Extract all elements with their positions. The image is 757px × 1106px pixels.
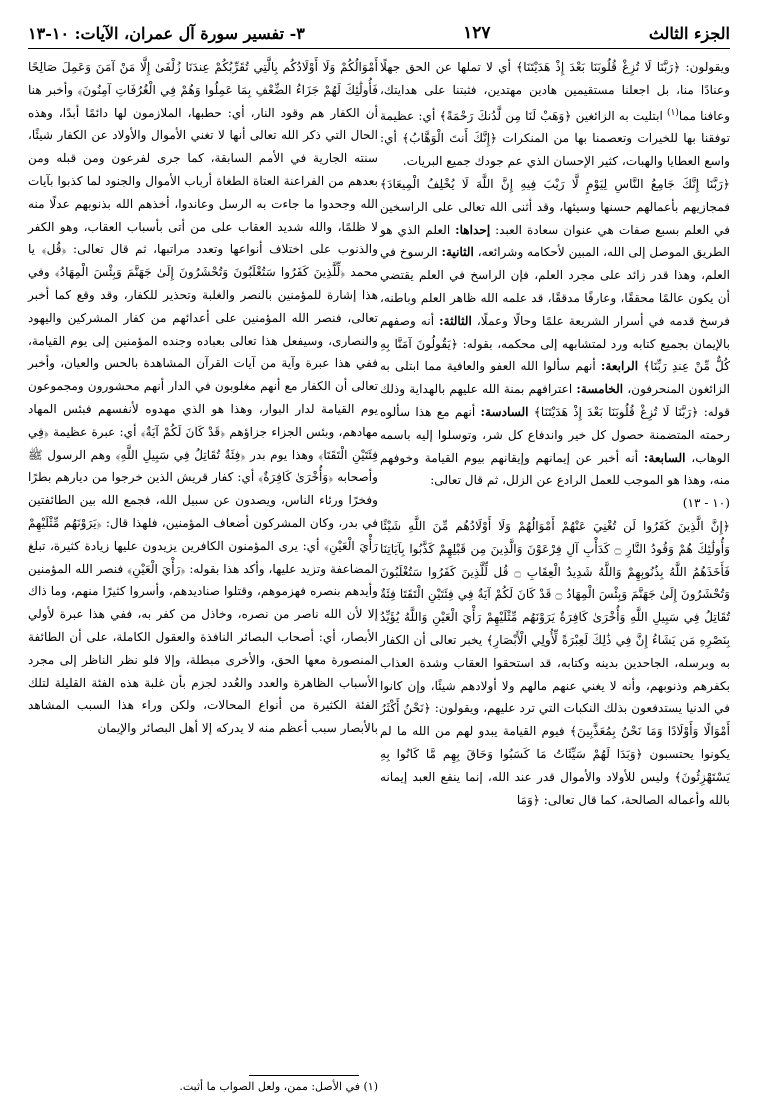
left-column-text: أَمْوَالُكُمْ وَلَا أَوْلَادُكُم بِالَّتِي تُقَرِّبُكُمْ عِندَنَا زُلْفَىٰ إِلَّا مَنْ آمَنَ وَعَمِلَ صَالِحًا فَأُولَٰئِكَ لَهُمْ جَزَاءُ الضِّعْفِ بِمَا عَمِلُوا وَهُمْ فِي الْغُرُفَاتِ آمِنُونَ﴾ وأخبر هنا أن الكفار هم وقود النار، أي: حطبها، الملازمون لها دائمًا أبدًا، وهذه الحال التي ذكر الله تعالى أنها لا تغني الأموال والأولاد عن الكفار شيئًا، سنته الجارية في الأمم السابقة، كما جرى لفرعون ومن قبله ومن بعدهم من الفراعنة العتاة الطغاة أرباب الأموال والجنود لما كذبوا بآيات الله وجحدوا ما جاءت به الرسل وعاندوا، أخذهم الله بذنوبهم عدلًا منه لا ظلمًا، والله شديد العقاب على من أتى بأسباب العقاب، وهو الكفر والذنوب على اختلاف أنواعها وتعدد مراتبها، ثم قال تعالى: ﴿قُل﴾ يا محمد ﴿لِّلَّذِينَ كَفَرُوا سَتُغْلَبُونَ وَتُحْشَرُونَ إِلَىٰ جَهَنَّمَ وَبِئْسَ الْمِهَادُ﴾ وفي هذا إشارة للمؤمنين بالنصر والغلبة وتحذير للكفار، وقد وقع كما أخبر تعالى، فنصر الله المؤمنين على أعدائهم من كفار المشركين واليهود والنصارى، وسيفعل هذا تعالى بعباده وجنده المؤمنين إلى يوم القيامة، ففي هذا عبرة وآية من آيات القرآن المشاهدة بالحس والعيان، وأخبر تعالى أن الكفار مع أنهم مغلوبون في الدار أنهم محشورون ومجموعون يوم القيامة لدار البوار، وهذا هو الذي مهدوه لأنفسهم فبئس المهاد مهادهم، وبئس الجزاء جزاؤهم ﴿قَدْ كَانَ لَكُمْ آيَةٌ﴾ أي: عبرة عظيمة ﴿فِي فِئَتَيْنِ الْتَقَتَا﴾ وهذا يوم بدر ﴿فِئَةٌ تُقَاتِلُ فِي سَبِيلِ اللَّهِ﴾ وهم الرسول ﷺ وأصحابه ﴿وَأُخْرَىٰ كَافِرَةٌ﴾ أي: كفار قريش الذين خرجوا من ديارهم بطرًا وفخرًا ورئاء الناس، ويصدون عن سبيل الله، فجمع الله بين الطائفتين في بدر، وكان المشركون أضعاف المؤمنين، فلهذا قال: ﴿يَرَوْنَهُم مِّثْلَيْهِمْ رَأْيَ الْعَيْنِ﴾ أي: يرى المؤمنون الكافرين يزيدون عليها زيادة كثيرة، تبلغ المضاعفة وتزيد عليها، وأكد هذا بقوله: ﴿رَأْيَ الْعَيْنِ﴾ فنصر الله المؤمنين وأيدهم بنصره فهزموهم، وقتلوا صناديدهم، وأسروا كثيرًا منهم، وما ذاك إلا لأن الله ناصر من نصره، وخاذل من كفر به، ففي هذا عبرة لأولي الأبصار، أي: أصحاب البصائر النافذة والعقول الكاملة، على أن الطائفة المنصورة معها الحق، والأخرى مبطلة، وإلا فلو نظر الناظر إلى مجرد الأسباب الظاهرة والعدد والعُدد لجزم بأن غلبة هذه الفئة القليلة لتلك الفئة الكثيرة من أنواع المحالات، ولكن وراء هذا السبب المشاهد بالأبصار سبب أعظم منه لا يدركه إلا أهل البصائر والإيمان [28,60,378,736]
right-column: ويقولون: ﴿رَبَّنَا لَا تُزِغْ قُلُوبَنَا بَعْدَ إِذْ هَدَيْتَنَا﴾ أي لا تملها عن الحق جهلًا وعنادًا منا، بل اجعلنا مستقيمين هادين مهتدين، فثبتنا على هدايتك، وعافنا مما$^{(١)}$ ابتليت به الزائغين ﴿وَهَبْ لَنَا مِن لَّدُنكَ رَحْمَةً﴾ أي: عظيمة توفقنا بها للخيرات وتعصمنا بها من المنكرات ﴿إِنَّكَ أَنتَ الْوَهَّابُ﴾ أي: واسع العطايا والهبات، كثير الإحسان الذي عم جودك جميع البريات. ﴿رَبَّنَا إِنَّكَ جَامِعُ النَّاسِ لِيَوْمٍ لَّا رَيْبَ فِيهِ إِنَّ اللَّهَ لَا يُخْلِفُ الْمِيعَادَ﴾ فمجازيهم بأعمالهم حسنها وسيئها، وقد أثنى الله تعالى على الراسخين في العلم بسبع صفات هي عنوان سعادة العبد: إحداها: العلم الذي هو الطريق الموصل إلى الله، المبين لأحكامه وشرائعه، الثانية: الرسوخ في العلم، وهذا قدر زائد على مجرد العلم، فإن الراسخ في العلم يقتضي أن يكون عالمًا محققًا، وعارفًا مدققًا، قد علمه الله ظاهر العلم وباطنه، فرسخ قدمه في أسرار الشريعة علمًا وحالًا وعملًا، الثالثة: أنه وصفهم بالإيمان بجميع كتابه ورد لمتشابهه إلى محكمه، بقوله: ﴿يَقُولُونَ آمَنَّا بِهِ كُلٌّ مِّنْ عِندِ رَبِّنَا﴾ الرابعة: أنهم سألوا الله العفو والعافية مما ابتلى به الزائغون المنحرفون، الخامسة: اعترافهم بمنة الله عليهم بالهداية وذلك قوله: ﴿رَبَّنَا لَا تُزِغْ قُلُوبَنَا بَعْدَ إِذْ هَدَيْتَنَا﴾ السادسة: أنهم مع هذا سألوه رحمته المتضمنة حصول كل خير واندفاع كل شر، وتوسلوا إليه باسمه الوهاب، السابعة: أنه أخبر عن إيمانهم وإيقانهم بيوم القيامة وخوفهم منه، وهذا هو الموجب للعمل الرادع عن الزلل، ثم قال تعالى: (١٠ - ١٣) ﴿إِنَّ الَّذِينَ كَفَرُوا لَن تُغْنِيَ عَنْهُمْ أَمْوَالُهُمْ وَلَا أَوْلَادُهُم مِّنَ اللَّهِ شَيْئًا وَأُولَٰئِكَ هُمْ وَقُودُ النَّارِ ۝ كَدَأْبِ آلِ فِرْعَوْنَ وَالَّذِينَ مِن قَبْلِهِمْ كَذَّبُوا بِآيَاتِنَا فَأَخَذَهُمُ اللَّهُ بِذُنُوبِهِمْ وَاللَّهُ شَدِيدُ الْعِقَابِ ۝ قُل لِّلَّذِينَ كَفَرُوا سَتُغْلَبُونَ وَتُحْشَرُونَ إِلَىٰ جَهَنَّمَ وَبِئْسَ الْمِهَادُ ۝ قَدْ كَانَ لَكُمْ آيَةٌ فِي فِئَتَيْنِ الْتَقَتَا فِئَةٌ تُقَاتِلُ فِي سَبِيلِ اللَّهِ وَأُخْرَىٰ كَافِرَةٌ يَرَوْنَهُم مِّثْلَيْهِمْ رَأْيَ الْعَيْنِ وَاللَّهُ يُؤَيِّدُ بِنَصْرِهِ مَن يَشَاءُ إِنَّ فِي ذَٰلِكَ لَعِبْرَةً لِّأُولِي الْأَبْصَارِ﴾ يخبر تعالى أن الكفار به وبرسله، الجاحدين بدينه وكتابه، قد استحقوا العقاب وشدة العذاب بكفرهم وذنوبهم، وأنه لا يغني عنهم مالهم ولا أولادهم شيئًا، وإن كانوا في الدنيا يستدفعون بذلك النكبات التي ترد عليهم، ويقولون: ﴿نَحْنُ أَكْثَرُ أَمْوَالًا وَأَوْلَادًا وَمَا نَحْنُ بِمُعَذَّبِينَ﴾ فيوم القيامة يبدو لهم من الله ما لم يكونوا يحتسبون ﴿وَبَدَا لَهُمْ سَيِّئَاتُ مَا كَسَبُوا وَحَاقَ بِهِم مَّا كَانُوا بِهِ يَسْتَهْزِئُونَ﴾ وليس للأولاد والأموال قدر عند الله، إنما ينفع العبد إيمانه بالله وأعماله الصالحة، كما قال تعالى: ﴿وَمَا [380,56,730,811]
page-header [28,20,730,46]
footnote-ref: (١) [666,107,679,118]
right-column-text: ويقولون: ﴿رَبَّنَا لَا تُزِغْ قُلُوبَنَا بَعْدَ إِذْ هَدَيْتَنَا﴾ أي لا تملها عن الحق جهلًا وعنادًا منا، بل اجعلنا مستقيمين هادين مهتدين، فثبتنا على هدايتك، وعافنا مما$^{(١)}$ ابتليت به الزائغين ﴿وَهَبْ لَنَا مِن لَّدُنكَ رَحْمَةً﴾ أي: عظيمة توفقنا بها للخيرات وتعصمنا بها من المنكرات ﴿إِنَّكَ أَنتَ الْوَهَّابُ﴾ أي: واسع العطايا والهبات، كثير الإحسان الذي عم جودك جميع البريات. [380,60,731,169]
quran-verses: ﴿إِنَّ الَّذِينَ كَفَرُوا لَن تُغْنِيَ عَنْهُمْ أَمْوَالُهُمْ وَلَا أَوْلَادُهُم مِّنَ اللَّهِ شَيْئًا وَأُولَٰئِكَ هُمْ وَقُودُ النَّارِ ۝ كَدَأْبِ آلِ فِرْعَوْنَ وَالَّذِينَ مِن قَبْلِهِمْ كَذَّبُوا بِآيَاتِنَا فَأَخَذَهُمُ اللَّهُ بِذُنُوبِهِمْ وَاللَّهُ شَدِيدُ الْعِقَابِ ۝ قُل لِّلَّذِينَ كَفَرُوا سَتُغْلَبُونَ وَتُحْشَرُونَ إِلَىٰ جَهَنَّمَ وَبِئْسَ الْمِهَادُ ۝ قَدْ كَانَ لَكُمْ آيَةٌ فِي فِئَتَيْنِ الْتَقَتَا فِئَةٌ تُقَاتِلُ فِي سَبِيلِ اللَّهِ وَأُخْرَىٰ كَافِرَةٌ يَرَوْنَهُم مِّثْلَيْهِمْ رَأْيَ الْعَيْنِ وَاللَّهُ يُؤَيِّدُ بِنَصْرِهِ مَن يَشَاءُ إِنَّ فِي ذَٰلِكَ لَعِبْرَةً لِّأُولِي الْأَبْصَارِ﴾ [380,518,731,647]
footnote-rule [249,1075,359,1076]
left-column [28,56,378,740]
part-title: الجزء الثالث [648,23,730,43]
header-rule [28,48,730,49]
section-title: ٣- تفسير سورة آل عمران، الآيات: ١٠-١٣ [28,23,305,43]
page-number: ١٢٧ [463,23,491,43]
verse-range: (١٠ - ١٣) [682,496,730,511]
footnote: (١) في الأصل: ممن، ولعل الصواب ما أثبت. [179,1080,378,1093]
